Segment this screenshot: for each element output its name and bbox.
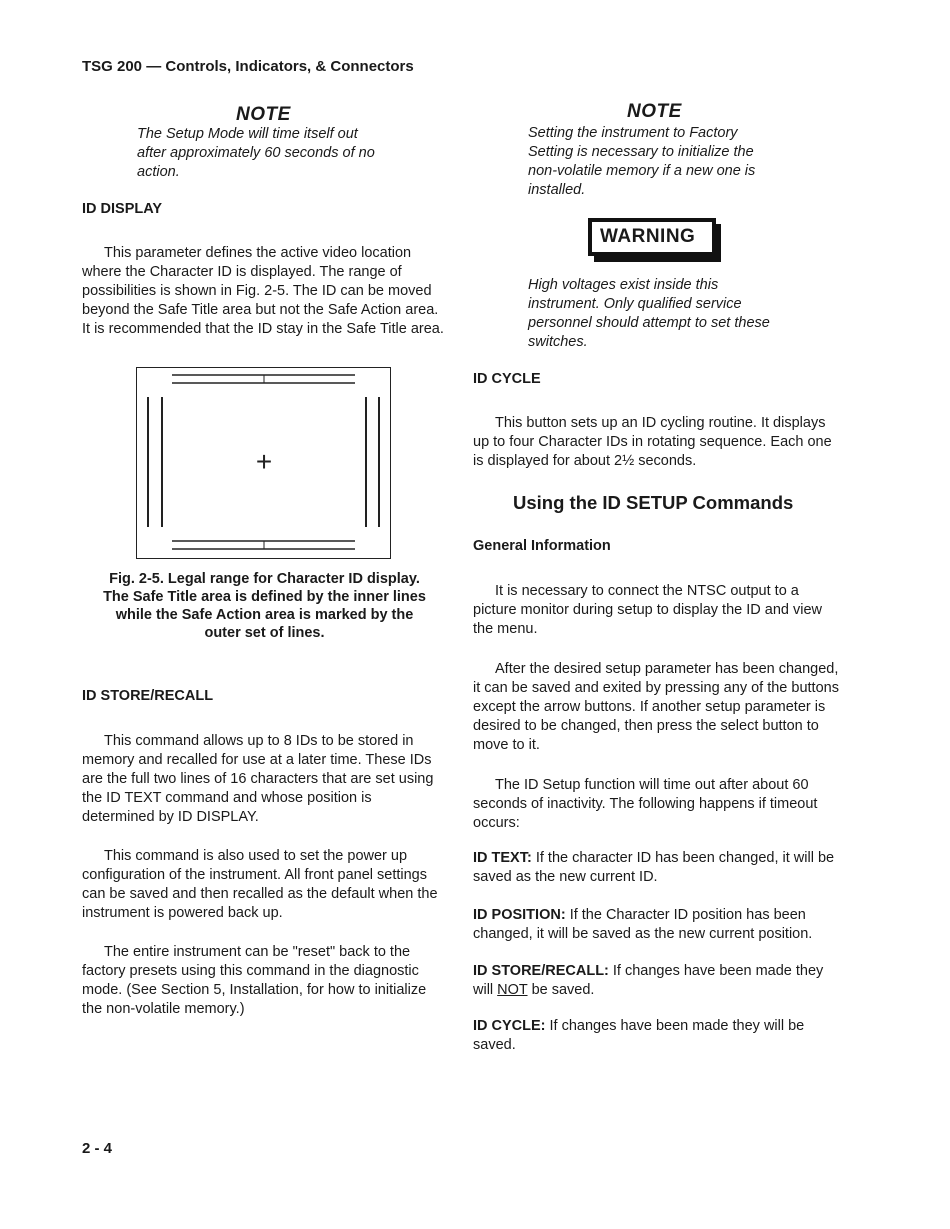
left-note-heading: NOTE <box>236 104 291 125</box>
id-cycle-paragraph: This button sets up an ID cycling routine. It displays up to four Character IDs in rotating sequence. Each one is displayed for about 2½ seconds. <box>473 415 832 469</box>
general-info-paragraph: The ID Setup function will time out after about 60 seconds of inactivity. The following happens if timeout occurs: <box>473 777 818 831</box>
timeout-item-id-store-recall <box>473 962 839 1000</box>
right-note-line: Setting the instrument to Factory <box>528 125 738 141</box>
right-note-line: installed. <box>528 182 586 198</box>
caption-line: while the Safe Action area is marked by the <box>115 607 414 623</box>
term-label: ID STORE/RECALL: <box>473 963 609 979</box>
left-note-line: after approximately 60 seconds of no <box>137 145 375 161</box>
term-label: ID CYCLE: <box>473 1018 546 1034</box>
term-label: ID POSITION: <box>473 907 566 923</box>
right-note-line: Setting is necessary to initialize the <box>528 144 754 160</box>
warning-line: personnel should attempt to set these <box>528 315 770 331</box>
term-description: If the Character ID position has been changed, it will be saved as the new current position. <box>473 907 813 942</box>
caption-line: The Safe Title area is defined by the inner lines <box>103 589 426 605</box>
right-note-line: non-volatile memory if a new one is <box>528 163 756 179</box>
term-emphasis: NOT <box>497 982 528 998</box>
id-store-paragraph: This command allows up to 8 IDs to be stored in memory and recalled for use at a later time. These IDs are the full two lines of 16 characters that are set using the ID TEXT command and whose position is determined by ID DISPLAY. <box>82 733 434 825</box>
id-store-paragraph: The entire instrument can be "reset" back to the factory presets using this command in the diagnostic mode. (See Section 5, Installation, for how to initialize the non-volatile memory.) <box>82 944 427 1017</box>
term-description: If changes have been made they will be saved. <box>473 1018 805 1053</box>
id-cycle-heading: ID CYCLE <box>473 371 541 387</box>
crosshair-symbol: + <box>255 446 273 477</box>
page-number: 2 - 4 <box>82 1140 113 1157</box>
figure-2-5 <box>136 367 392 566</box>
caption-line: outer set of lines. <box>204 625 325 641</box>
warning-line: High voltages exist inside this <box>528 277 719 293</box>
id-store-paragraph: This command is also used to set the power up configuration of the instrument. All front panel settings can be saved and then recalled as the default when the instrument is powered back up. <box>82 848 438 921</box>
warning-text <box>528 276 818 352</box>
general-info-heading: General Information <box>473 538 611 554</box>
term-label: ID TEXT: <box>473 850 532 866</box>
safe-area-diagram <box>136 367 392 561</box>
using-setup-heading: Using the ID SETUP Commands <box>513 492 794 513</box>
left-note-line: The Setup Mode will time itself out <box>137 126 358 142</box>
warning-box-shadow <box>594 256 721 262</box>
term-description: If changes have been made they will <box>473 963 824 998</box>
timeout-item-id-position <box>473 906 839 944</box>
term-description: be saved. <box>531 982 595 998</box>
warning-line: instrument. Only qualified service <box>528 296 742 312</box>
term-description: If the character ID has been changed, it will be saved as the new current ID. <box>473 850 835 885</box>
page-header: TSG 200 — Controls, Indicators, & Connectors <box>82 58 414 75</box>
id-display-paragraph: This parameter defines the active video location where the Character ID is displayed. The range of possibilities is shown in Fig. 2-5. The ID can be moved beyond the Safe Title area but not the Safe Action area. It is recommended that the ID stay in the Safe Title area. <box>82 245 444 337</box>
right-note-text <box>528 124 818 200</box>
general-info-paragraph: After the desired setup parameter has been changed, it can be saved and exited by pressing any of the buttons except the arrow buttons. If another setup parameter is desired to be changed, then press the select button to move to it. <box>473 661 839 753</box>
timeout-item-id-text <box>473 849 839 887</box>
figure-caption <box>82 570 447 642</box>
caption-line: Fig. 2-5. Legal range for Character ID display. <box>109 571 420 587</box>
general-info-paragraph: It is necessary to connect the NTSC output to a picture monitor during setup to display the ID and view the menu. <box>473 583 822 637</box>
id-display-heading: ID DISPLAY <box>82 201 163 217</box>
right-note-heading: NOTE <box>627 101 682 122</box>
warning-line: switches. <box>528 334 588 350</box>
id-store-heading: ID STORE/RECALL <box>82 688 214 704</box>
left-note-line: action. <box>137 164 180 180</box>
timeout-item-id-cycle <box>473 1017 839 1055</box>
warning-label: WARNING <box>588 218 716 256</box>
left-note-text <box>137 125 437 182</box>
